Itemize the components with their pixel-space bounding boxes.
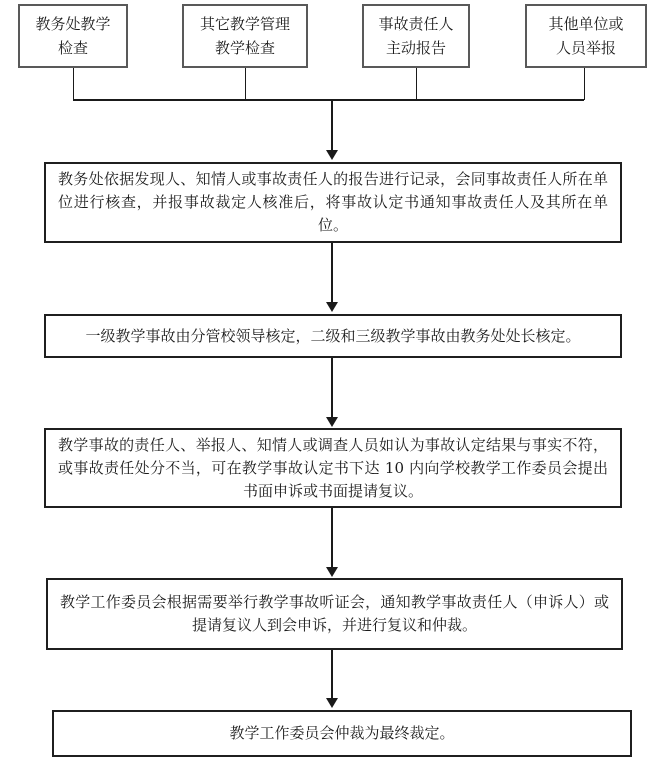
step-box-appeal-window bbox=[44, 428, 622, 508]
step-text: 教学工作委员会仲裁为最终裁定。 bbox=[229, 724, 455, 742]
down-arrow-icon bbox=[325, 508, 339, 577]
arrow-head-icon bbox=[326, 698, 338, 708]
step-box-hearing-review bbox=[46, 578, 623, 650]
step-box-level-determination bbox=[44, 314, 622, 358]
arrow-stem bbox=[331, 100, 333, 151]
step-text: 教学工作委员会根据需要举行教学事故听证会，通知教学事故责任人（申诉人）或提请复议人到会申诉，并进行复议和仲裁。 bbox=[60, 593, 609, 634]
source-box-label-line: 人员举报 bbox=[555, 39, 616, 57]
source-box-label-line: 教务处教学 bbox=[35, 15, 111, 33]
arrow-stem bbox=[331, 650, 333, 699]
step-text: 一级教学事故由分管校领导核定，二级和三级教学事故由教务处处长核定。 bbox=[85, 326, 581, 345]
source-box-label-line: 主动报告 bbox=[385, 39, 446, 57]
source-box-label-line: 检查 bbox=[57, 39, 88, 57]
source-box-responsible-person-report bbox=[362, 4, 470, 68]
connector-stub bbox=[245, 68, 247, 100]
source-box-label-line: 事故责任人 bbox=[378, 15, 454, 33]
down-arrow-icon bbox=[325, 243, 339, 312]
step-text: 教学事故的责任人、举报人、知情人或调查人员如认为事故认定结果与事实不符，或事故责任处分不当，可在教学事故认定书下达 10 内向学校教学工作委员会提出书面申诉或书面提请复议。 bbox=[58, 435, 608, 500]
arrow-head-icon bbox=[326, 567, 338, 577]
step-text: 教务处依据发现人、知情人或事故责任人的报告进行记录，会同事故责任人所在单位进行核查，并报事故裁定人核准后，将事故认定书通知事故责任人及其所在单位。 bbox=[58, 170, 608, 234]
arrow-stem bbox=[331, 358, 333, 418]
connector-stub bbox=[584, 68, 586, 100]
arrow-stem bbox=[331, 243, 333, 303]
arrow-head-icon bbox=[326, 150, 338, 160]
source-box-other-management-check bbox=[182, 4, 308, 68]
source-box-label-line: 其他单位或 bbox=[548, 15, 624, 33]
arrow-stem bbox=[331, 508, 333, 568]
step-box-final-ruling bbox=[52, 710, 632, 757]
step-box-record-and-verify bbox=[44, 162, 622, 243]
arrow-head-icon bbox=[326, 417, 338, 427]
source-box-academic-affairs-check bbox=[18, 4, 128, 68]
connector-stub bbox=[416, 68, 418, 100]
down-arrow-icon bbox=[325, 650, 339, 708]
arrow-head-icon bbox=[326, 302, 338, 312]
connector-stub bbox=[73, 68, 75, 100]
source-box-other-unit-report bbox=[525, 4, 647, 68]
source-box-label-line: 其它教学管理 bbox=[199, 15, 290, 33]
down-arrow-icon bbox=[325, 358, 339, 427]
down-arrow-icon bbox=[325, 100, 339, 160]
source-box-label-line: 教学检查 bbox=[214, 39, 275, 57]
